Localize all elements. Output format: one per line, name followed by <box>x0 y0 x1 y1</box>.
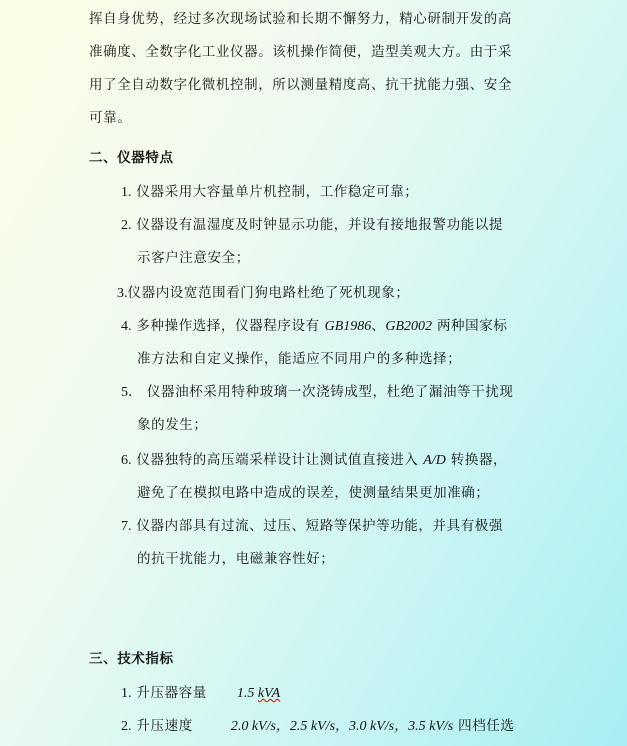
feature-item-6 <box>121 450 507 471</box>
item-text: 仪器独特的高压端采样设计让测试值直接进入 <box>136 452 424 468</box>
section-2-heading: 二、仪器特点 <box>89 150 174 166</box>
spec-item-1 <box>121 683 280 704</box>
item-number: 2. <box>121 719 132 734</box>
feature-item-2 <box>121 215 503 236</box>
item-text: 仪器设有温湿度及时钟显示功能，并设有接地报警功能以提 <box>136 217 504 233</box>
feature-item-5 <box>121 382 514 403</box>
item-text-tail: 转换器， <box>445 452 508 468</box>
standard-gb2002: GB2002 <box>385 319 433 334</box>
spec-value-unit: kVA <box>257 686 281 701</box>
intro-line-3: 用了全自动数字化微机控制，所以测量精度高、抗干扰能力强、安全 <box>89 77 512 93</box>
item-text: 仪器采用大容量单片机控制，工作稳定可靠； <box>136 184 419 200</box>
intro-line-1: 挥自身优势，经过多次现场试验和长期不懈努力，精心研制开发的高 <box>89 11 512 27</box>
standard-gb1986: GB1986 <box>324 319 372 334</box>
ad-converter-label: A/D <box>423 453 446 468</box>
item-text: 仪器内设宽范围看门狗电路杜绝了死机现象； <box>127 285 410 301</box>
feature-item-7-cont: 的抗干扰能力，电磁兼容性好； <box>137 551 335 567</box>
item-text-tail: 两种国家标 <box>432 318 508 334</box>
item-number: 7. <box>121 519 132 534</box>
spec-value: 2.0 kV/s，2.5 kV/s，3.0 kV/s，3.5 kV/s <box>230 719 454 734</box>
feature-item-3 <box>117 283 410 304</box>
item-number: 6. <box>121 453 132 468</box>
feature-item-5-cont: 象的发生； <box>137 417 208 433</box>
item-number: 3. <box>117 286 128 301</box>
intro-line-2: 准确度、全数字化工业仪器。该机操作简便，造型美观大方。由于采 <box>89 44 512 60</box>
feature-item-2-cont: 示客户注意安全； <box>137 250 250 266</box>
item-text: 仪器油杯采用特种玻璃一次浇铸成型，杜绝了漏油等干扰现 <box>146 384 514 400</box>
spec-item-2 <box>121 716 515 737</box>
item-number: 2. <box>121 218 132 233</box>
spec-label: 升压速度 <box>136 718 193 734</box>
spec-value-number: 1.5 <box>236 686 258 701</box>
intro-line-4: 可靠。 <box>89 110 132 126</box>
spec-label: 升压器容量 <box>136 685 207 701</box>
feature-item-4 <box>121 316 507 337</box>
item-number: 1. <box>121 686 132 701</box>
feature-item-7 <box>121 516 503 537</box>
item-number: 1. <box>121 185 132 200</box>
feature-item-6-cont: 避免了在模拟电路中造成的误差，使测量结果更加准确； <box>137 485 490 501</box>
item-text: 多种操作选择，仪器程序设有 <box>136 318 325 334</box>
separator: 、 <box>371 318 386 334</box>
feature-item-4-cont: 准方法和自定义操作，能适应不同用户的多种选择； <box>137 351 462 367</box>
item-text: 仪器内部具有过流、过压、短路等保护等功能，并具有极强 <box>136 518 504 534</box>
item-number: 4. <box>121 319 132 334</box>
item-number: 5． <box>121 385 142 400</box>
spec-suffix: 四档任选 <box>453 718 515 734</box>
section-3-heading: 三、技术指标 <box>89 651 174 667</box>
feature-item-1 <box>121 182 418 203</box>
